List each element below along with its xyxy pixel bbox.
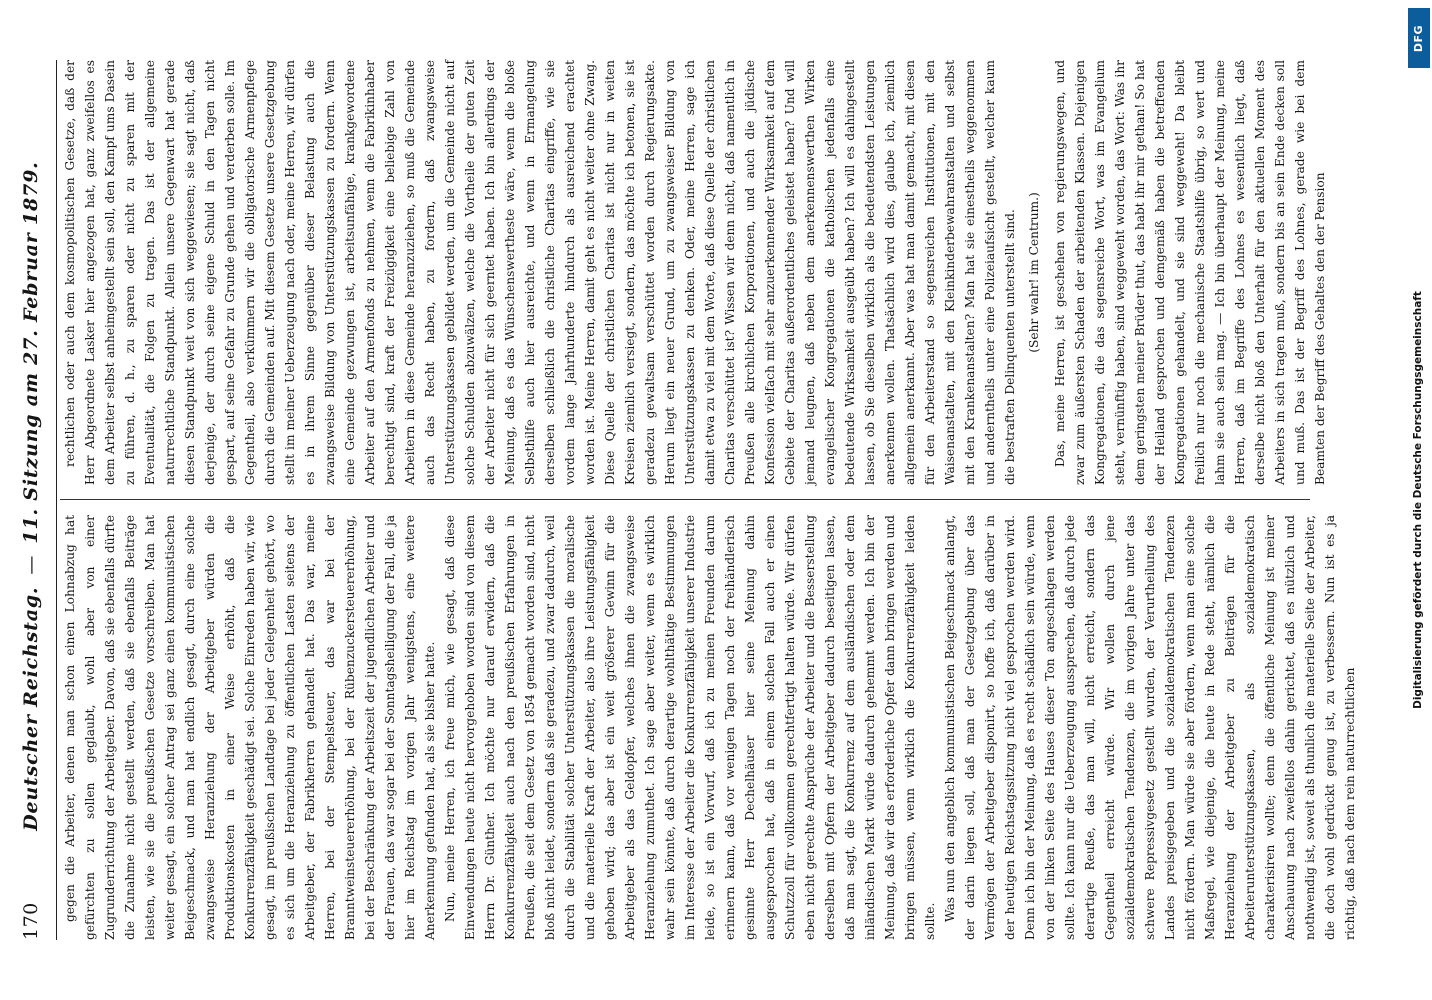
- paragraph: rechtlichen oder auch dem kosmopolitischen Gesetze, daß der Herr Abgeordnete Lasker hier angezogen hat, ganz zweifellos es dem Arbeiter selbst anheimgestellt sein soll, den Kampf ums Dasein zu führen, d. h., zu sparen oder nicht zu sparen mit der Eventualität, die Folgen zu tragen. Das ist der allgemeine naturrechtliche Standpunkt. Allein unsere Gegenwart hat gerade diesen Standpunkt weit von sich weggewiesen; sie sagt nicht, daß derjenige, der durch seine eigene Schuld in den Tagen nicht gespart, auf seine Gefahr zu Grunde gehen und verderben solle. Im Gegentheil, also verkümmern wir die obligatorische Armenpflege durch die Gemeinden auf. Mit diesem Gesetze unsere Gesetzgebung stellt im meiner Ueberzeugung nach oder, meine Herren, wir dürfen es in ihrem Sinne gegenüber dieser Belastung auch die zwangsweise Bildung von Unterstützungskassen zu fordern. Wenn eine Gemeinde gezwungen ist, arbeitsunfähige, krankgewordene Arbeiter auf den Armenfonds zu nehmen, wenn die Fabrikinhaber berechtigt sind, kraft der Freizügigkeit eine beliebige Zahl von Arbeitern in diese Gemeinde heranzuziehen, so muß die Gemeinde auch das Recht haben, zu fordern, daß zwangsweise Unterstützungskassen gebildet werden, um die Gemeinde nicht auf solche Schulden abzuwälzen, welche die Vortheile der guten Zeit der Arbeiter nicht für sich geerntet haben. Ich bin allerdings der Meinung, daß es das Wünschenswertheste wäre, wenn die bloße Selbsthilfe auch hier ausreichte, und wenn in Ermangelung derselben schließlich die christliche Charitas eingriffe, wie sie vordem lange Jahrhunderte hindurch als ausreichend erachtet worden ist. Meine Herren, damit geht es nicht weiter ohne Zwang. Diese Quelle der christlichen Charitas ist nicht nur in weiten Kreisen ziemlich versiegt, sondern, das möchte ich betonen, sie ist geradezu gewaltsam verschüttet worden durch Regierungsakte. Herum liegt ein neuer Grund, um zu zwangsweiser Bildung von Unterstützungskassen zu denken. Oder, meine Herren, sage ich damit etwa zu viel mit dem Worte, daß diese Quelle der christlichen Charitas verschüttet ist? Wissen wir denn nicht, daß namentlich in Preußen alle kirchlichen Korporationen, und auch die jüdische Konfession vielfach mit sehr anzuerkennender Wirksamkeit auf dem Gebiete der Charitas außerordentliches geleistet haben? Und will jemand leugnen, daß neben dem anerkennenswerthen Wirken evangelischer Kongregationen die katholischen jedenfalls eine bedeutende Wirksamkeit ausgeübt haben? Ich will es dahingestellt lassen, ob Sie dieselben wirklich als die bedeutendsten Leistungen anerkennen wollen. Thatsächlich wird dies, glaube ich, ziemlich allgemein anerkannt. Aber was hat man damit gemacht, mit diesen für den Arbeiterstand so segensreichen Institutionen, mit den Waisenanstalten, mit den Kleinkinderbewahranstalten und selbst mit den Krankenanstalten? Man hat sie einestheils weggenommen und anderntheils unter eine Polizeiaufsicht gestellt, welcher kaum die bestraften Delinquenten unterstellt sind.: [63, 60, 1017, 485]
- running-separator: —: [20, 555, 42, 575]
- text-column-left: [60, 515, 1357, 940]
- header-rule: [56, 60, 57, 940]
- session-title: 11. Sitzung am 27. Februar 1879.: [20, 161, 42, 544]
- column-divider: [60, 499, 1310, 500]
- digitization-watermark: [1404, 0, 1432, 1000]
- paragraph: Nun, meine Herren, ich freue mich, wie gesagt, daß diese Einwendungen heute nicht hervorgehoben worden sind von diesem Herrn Dr. Günther. Ich möchte nur darauf erwidern, daß die Konkurrenzfähigkeit auch nach den preußischen Erfahrungen in Preußen, die seit dem Gesetz von 1854 gemacht worden sind, nicht bloß nicht leidet, sondern daß sie geradezu, und zwar dadurch, weil durch die Stabilität solcher Unterstützungskassen die moralische und die materielle Kraft der Arbeiter, also ihre Leistungsfähigkeit gehoben wird; das aber ist ein weit größerer Gewinn für die Arbeitgeber als das Geldopfer, welches ihnen die zwangsweise Heranziehung zumuthet. Ich sage aber weiter, wenn es wirklich wahr sein könnte, daß durch derartige wohlthätige Bestimmungen im Interesse der Arbeiter die Konkurrenzfähigkeit unserer Industrie leide, so ist ein Vorwurf, daß ich zu meinen Freunden darum erinnern kann, daß vor wenigen Tagen noch der freihändlerisch gesinnte Herr Dechelhäuser hier seine Meinung dahin ausgesprochen hat, daß in einem solchen Fall auch er einen Schutzzoll für vollkommen gerechtfertigt halten würde. Wir dürfen eben nicht gerechte Ansprüche der Arbeiter und die Besserstellung derselben mit Opfern der Arbeitgeber dadurch beseitigen lassen, daß man sagt, die Konkurrenz auf dem ausländischen oder dem inländischen Markt würde dadurch gehemmt werden. Ich bin der Meinung, daß wir das erforderliche Opfer dann bringen werden und bringen müssen, wenn wirklich die Konkurrenzfähigkeit leiden sollte.: [443, 515, 937, 940]
- document-page: [20, 60, 1357, 940]
- watermark-text: Digitalisierung gefördert durch die Deutsche Forschungsgemeinschaft: [1412, 291, 1424, 709]
- paragraph: Was nun den angeblich kommunistischen Beigeschmack anlangt, der darin liegen soll, daß man der Gesetzgebung über das Vermögen der Arbeitgeber disponirt, so hoffe ich, daß darüber in der heutigen Reichstagssitzung nicht viel gesprochen werden wird. Denn ich bin der Meinung, daß es recht schädlich sein würde, wenn von der linken Seite des Hauses dieser Ton angeschlagen werden sollte. Ich kann nur die Ueberzeugung aussprechen, daß durch jede derartige Reuße, das man will, nicht erreicht, sondern das Gegentheil erreicht würde. Wir wollen durch jene sozialdemokratischen Tendenzen, die im vorigen Jahre unter das schwere Repressivgesetz gestellt wurden, der Verurtheilung des Landes preisgegeben und die sozialdemokratischen Tendenzen nicht fördern. Man würde sie aber fördern, wenn man eine solche Maßregel, wie diejenige, die heute in Rede steht, nämlich die Heranziehung der Arbeitgeber zu Beiträgen für die Arbeiterunterstützungskassen, als sozialdemokratisch charakterisiren wollte; denn die öffentliche Meinung ist meiner Anschauung nach zweifellos dahin gerichtet, daß es nützlich und nothwendig ist, soweit als thunlich die materielle Seite der Arbeiter, die doch wohl gedrückt genug ist, zu verbessern. Nun ist es ja richtig, daß nach dem rein naturrechtlichen: [943, 515, 1357, 940]
- text-column-right: [60, 60, 1327, 485]
- dfg-logo-text: DFG: [1412, 24, 1426, 52]
- paragraph: Das, meine Herren, ist geschehen von regierungswegen, und zwar zum äußersten Schaden der arbeitenden Klassen. Diejenigen Kongregationen, die das segensreiche Wort, was im Evangelium steht, vernünftig haben, sind weggeweht worden, das Wort: Was ihr dem geringsten meiner Brüder thut, das habt ihr mir gethan! So hat der Heiland gesprochen und demgemäß haben die betreffenden Kongregationen gehandelt, und sie sind weggeweht! Da bleibt freilich nur noch die mechanische Staatshilfe übrig, so wert und lahm sie auch sein mag. — Ich bin überhaupt der Meinung, meine Herren, daß im Begriffe des Lohnes es wesentlich liegt, daß derselbe nicht bloß den Unterhalt für den aktuellen Moment des Arbeiters in sich tragen muß, sondern bis an sein Ende decken soll und muß. Das ist der Begriff des Lohnes, gerade wie bei dem Beamten der Begriff des Gehaltes den der Pension: [1053, 60, 1327, 485]
- paragraph: gegen die Arbeiter, denen man schon einen Lohnabzug hat gefürchten zu sollen geglaubt, wohl aber von einer Zugrunderrichtung der Arbeitgeber. Davon, daß sie ebenfalls dürfte die Zunahme nicht gestellt werden, daß sie ebenfalls Beiträge leisten, wie sie die preußischen Gesetze vorschreiben. Man hat weiter gesagt, ein solcher Antrag sei ganz einen kommunistischen Beigeschmack, und man hat endlich gesagt, durch eine solche zwangsweise Heranziehung der Arbeitgeber würden die Produktionskosten in einer Weise erhöht, daß die Konkurrenzfähigkeit geschädigt sei. Solche Einreden haben wir, wie gesagt, im preußischen Landtage bei jeder Gelegenheit gehört, wo es sich um die Heranziehung zu öffentlichen Lasten seitens der Arbeitgeber, der Fabrikherren gehandelt hat. Das war, meine Herren, bei der Stempelsteuer, das war bei der Branntweinsteuererhöhung, bei der Rübenzuckersteuererhöhung, bei der Beschränkung der Arbeitszeit der jugendlichen Arbeiter und der Frauen, das war sogar bei der Sonntagsheiligung der Fall, die ja hier im Reichstag im vorigen Jahr wenigstens, eine weitere Anerkennung gefunden hat, als sie bisher hatte.: [63, 515, 437, 940]
- dfg-logo: [1408, 8, 1430, 68]
- interjection: (Sehr wahr! im Centrum.): [1027, 192, 1041, 353]
- page-number: 170: [20, 902, 42, 940]
- page-header: [20, 60, 50, 940]
- running-title-group: [20, 161, 42, 830]
- running-title: Deutscher Reichstag.: [20, 586, 42, 831]
